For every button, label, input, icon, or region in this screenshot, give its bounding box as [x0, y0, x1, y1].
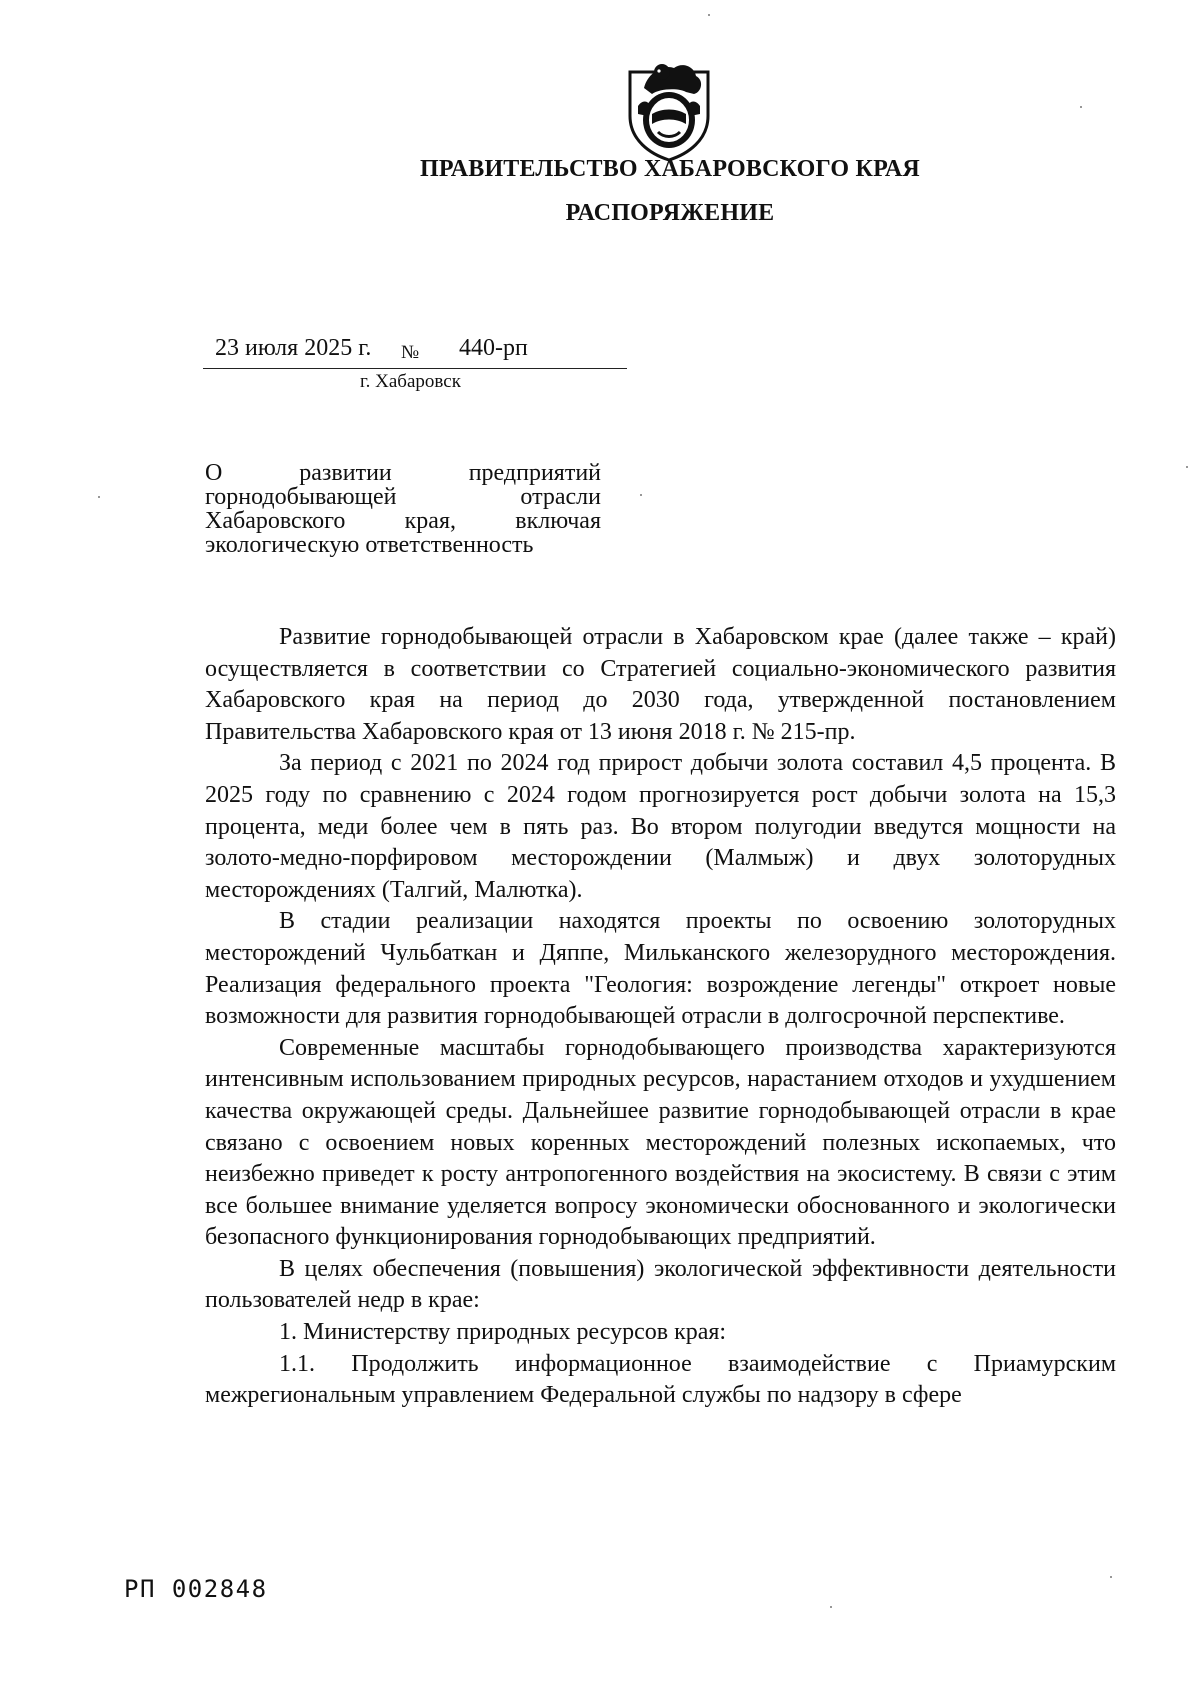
scan-speck: [1110, 1576, 1112, 1578]
scan-speck: [98, 496, 100, 498]
government-title: ПРАВИТЕЛЬСТВО ХАБАРОВСКОГО КРАЯ: [420, 156, 920, 182]
form-code: РП 002848: [124, 1575, 268, 1603]
document-city: г. Хабаровск: [360, 371, 461, 392]
number-sign: №: [401, 342, 420, 363]
document-type-title: РАСПОРЯЖЕНИЕ: [565, 200, 775, 226]
document-date: 23 июля 2025 г.: [215, 335, 372, 361]
date-underline: [203, 368, 627, 369]
body-paragraph: 1.1. Продолжить информационное взаимодействие с Приамурским межрегиональным управлением Федеральной службы по надзору в сфере: [205, 1350, 1116, 1409]
subject-line: экологическую ответственность: [205, 532, 534, 558]
body-paragraph: В стадии реализации находятся проекты по освоению золоторудных месторождений Чульбаткан и Дяппе, Мильканского железорудного месторождения. Реализация федерального проекта "Геология: возрождение легенды" откроет новые возможности для развития горнодобывающей отрасли в долгосрочной перспективе.: [205, 908, 1116, 1030]
scan-speck: [1186, 466, 1188, 468]
document-subject: [205, 461, 601, 557]
scan-speck: [708, 14, 710, 16]
khabarovsk-krai-coat-of-arms-icon: [624, 58, 714, 162]
body-paragraph: В целях обеспечения (повышения) экологической эффективности деятельности пользователей недр в крае:: [205, 1255, 1116, 1314]
body-paragraph: За период с 2021 по 2024 год прирост добычи золота составил 4,5 процента. В 2025 году по сравнению с 2024 годом прогнозируется рост добычи золота на 15,3 процента, меди более чем в пять раз. Во втором полугодии введутся мощности на золото-медно-порфировом месторождении (Малмыж) и двух золоторудных месторождениях (Талгий, Малютка).: [205, 750, 1116, 903]
document-body: [205, 622, 1116, 1412]
scan-speck: [830, 1606, 832, 1608]
scan-speck: [1080, 106, 1082, 108]
document-number: 440-рп: [459, 335, 528, 361]
subject-line: горнодобывающей отрасли: [205, 484, 601, 510]
body-paragraph: Развитие горнодобывающей отрасли в Хабаровском крае (далее также – край) осуществляется в соответствии со Стратегией социально-экономического развития Хабаровского края на период до 2030 года, утвержденной постановлением Правительства Хабаровского края от 13 июня 2018 г. № 215-пр.: [205, 624, 1116, 745]
date-number-line: [203, 335, 627, 369]
body-paragraph: 1. Министерству природных ресурсов края:: [279, 1319, 727, 1346]
scan-speck: [640, 494, 642, 496]
subject-line: О развитии предприятий: [205, 460, 601, 486]
body-paragraph: Современные масштабы горнодобывающего производства характеризуются интенсивным использованием природных ресурсов, нарастанием отходов и ухудшением качества окружающей среды. Дальнейшее развитие горнодобывающей отрасли в крае связано с освоением новых коренных месторождений полезных ископаемых, что неизбежно приведет к росту антропогенного воздействия на экосистему. В связи с этим все большее внимание уделяется вопросу экономически обоснованного и экологически безопасного функционирования горнодобывающих предприятий.: [205, 1034, 1116, 1251]
subject-line: Хабаровского края, включая: [205, 508, 601, 534]
